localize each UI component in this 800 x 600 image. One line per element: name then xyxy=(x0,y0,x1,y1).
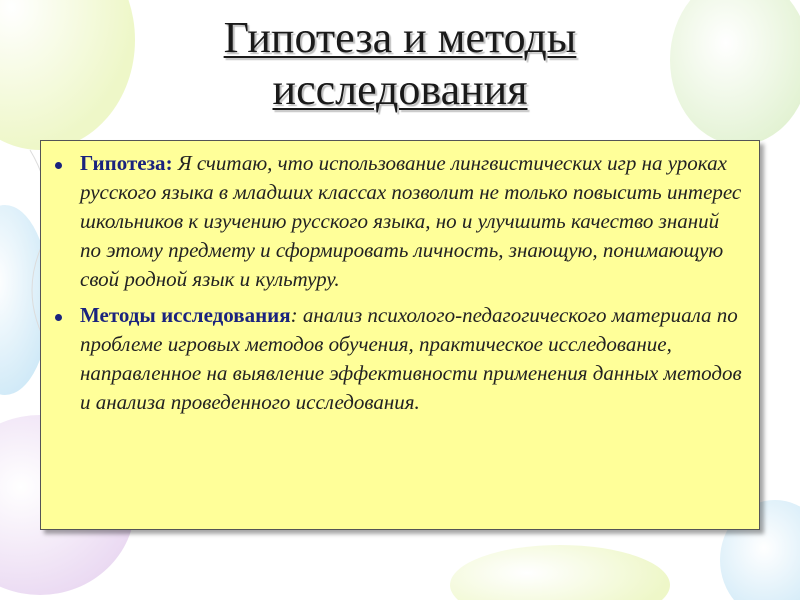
slide-title-line-1: Гипотеза и методы xyxy=(223,13,577,62)
methods-separator: : xyxy=(290,303,298,327)
methods-label: Методы исследования xyxy=(80,303,291,327)
bullet-dot-icon xyxy=(55,314,62,321)
methods-text: анализ психолого-педагогического материала по проблеме игровых методов обучения, практическое исследование, направленное на выявление эффективности применения данных методов и анализа проведенного исследования. xyxy=(80,303,742,414)
hypothesis-separator: : xyxy=(165,151,173,175)
hypothesis-text: Я считаю, что использование лингвистических игр на уроках русского языка в младших классах позволит не только повысить интерес школьников к изучению русского языка, но и улучшить качество знаний по этому предмету и сформировать личность, знающую, понимающую свой родной язык и культуру. xyxy=(80,151,742,291)
slide-title xyxy=(60,12,740,116)
content-box xyxy=(40,140,760,530)
list-item-hypothesis xyxy=(55,149,745,294)
hypothesis-label: Гипотеза xyxy=(80,151,166,175)
list-item-methods xyxy=(55,301,745,417)
bullet-dot-icon xyxy=(55,162,62,169)
slide-title-line-2: исследования xyxy=(272,65,528,114)
bullet-list xyxy=(41,141,759,417)
